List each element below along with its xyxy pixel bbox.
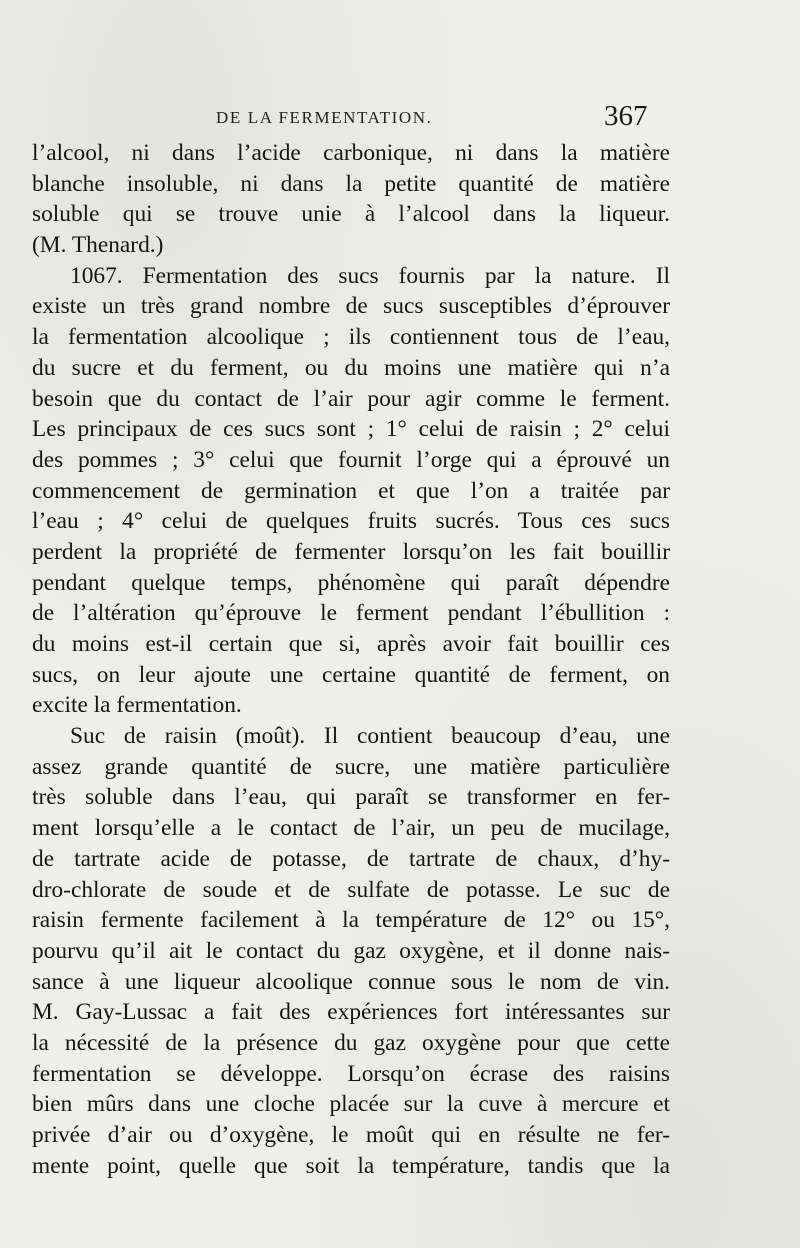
text-line: sucs, on leur ajoute une certaine quantité de ferment, on: [32, 661, 670, 688]
text-line: l’alcool, ni dans l’acide carbonique, ni dans la matière: [32, 140, 670, 166]
text-line: des pommes ; 3° celui que fournit l’orge qui a éprouvé un: [32, 446, 670, 473]
text-line: de tartrate acide de potasse, de tartrate de chaux, d’hy-: [32, 845, 670, 872]
page-header: [0, 100, 800, 140]
text-line: la nécessité de la présence du gaz oxygène pour que cette: [32, 1029, 670, 1056]
text-line: M. Gay-Lussac a fait des expériences fort intéressantes sur: [32, 999, 670, 1026]
subsection-heading-line: Suc de raisin (moût). Il contient beaucoup d’eau, une: [70, 723, 670, 750]
text-line: soluble qui se trouve unie à l’alcool dans la liqueur.: [32, 201, 670, 228]
text-line: pourvu qu’il ait le contact du gaz oxygène, et il donne nais-: [32, 937, 670, 964]
text-line: excite la fermentation.: [32, 692, 242, 719]
text-line: commencement de germination et que l’on a traitée par: [32, 477, 670, 504]
text-line: besoin que du contact de l’air pour agir comme le ferment.: [32, 385, 670, 412]
text-line: (M. Thenard.): [32, 232, 164, 259]
text-line: existe un très grand nombre de sucs susceptibles d’éprouver: [32, 293, 670, 320]
text-line: du moins est-il certain que si, après avoir fait bouillir ces: [32, 631, 670, 657]
text-line: ment lorsqu’elle a le contact de l’air, un peu de mucilage,: [32, 815, 670, 842]
text-line: fermentation se développe. Lorsqu’on écrase des raisins: [32, 1060, 670, 1087]
text-line: privée d’air ou d’oxygène, le moût qui en résulte ne fer-: [32, 1122, 670, 1148]
running-head: DE LA FERMENTATION.: [216, 108, 433, 127]
text-line: du sucre et du ferment, ou du moins une matière qui n’a: [32, 354, 670, 381]
text-line: très soluble dans l’eau, qui paraît se transformer en fer-: [32, 784, 670, 811]
text-line: l’eau ; 4° celui de quelques fruits sucrés. Tous ces sucs: [32, 508, 670, 535]
text-line: Les principaux de ces sucs sont ; 1° celui de raisin ; 2° celui: [32, 416, 670, 443]
text-line: dro-chlorate de soude et de sulfate de potasse. Le suc de: [32, 876, 670, 903]
text-line: assez grande quantité de sucre, une matière particulière: [32, 753, 670, 780]
text-line: perdent la propriété de fermenter lorsqu’on les fait bouillir: [32, 538, 670, 565]
text-line: bien mûrs dans une cloche placée sur la cuve à mercure et: [32, 1091, 670, 1118]
page-number: 367: [604, 100, 648, 132]
body-text: [32, 138, 670, 1181]
text-line: mente point, quelle que soit la température, tandis que la: [32, 1152, 670, 1179]
text-line: blanche insoluble, ni dans la petite quantité de matière: [32, 170, 670, 197]
text-line: sance à une liqueur alcoolique connue sous le nom de vin.: [32, 968, 670, 995]
text-line: raisin fermente facilement à la température de 12° ou 15°,: [32, 907, 670, 934]
text-line: pendant quelque temps, phénomène qui paraît dépendre: [32, 569, 670, 596]
text-line: la fermentation alcoolique ; ils contiennent tous de l’eau,: [32, 324, 670, 351]
section-heading-line: 1067. Fermentation des sucs fournis par la nature. Il: [70, 262, 670, 289]
text-line: de l’altération qu’éprouve le ferment pendant l’ébullition :: [32, 600, 670, 627]
